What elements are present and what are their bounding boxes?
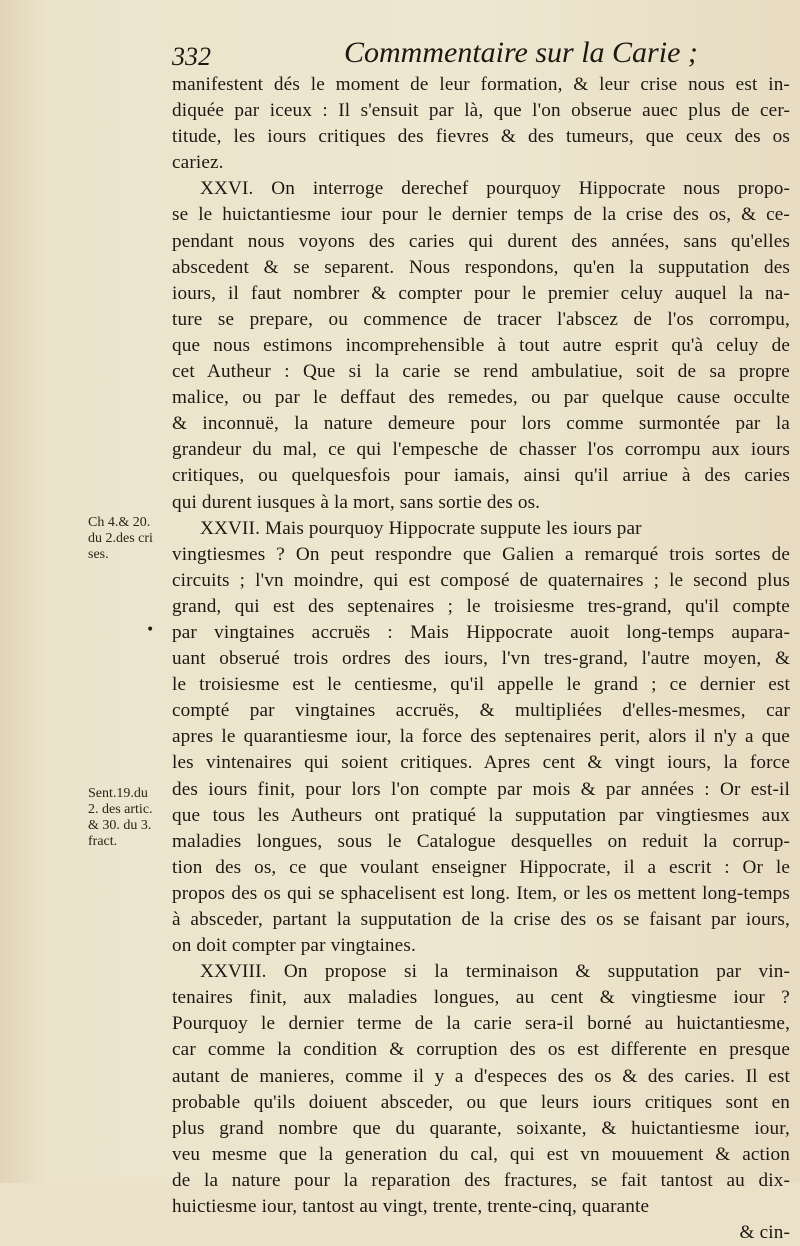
text-line: & inconnuë, la nature demeure pour lors comme surmontée par la bbox=[172, 413, 790, 435]
text-line: apres le quarantiesme iour, la force des septenaires perit, alors il n'y a que bbox=[172, 726, 790, 748]
page-number: 332 bbox=[172, 42, 211, 71]
main-text-block bbox=[172, 72, 790, 1246]
margin-note-galien bbox=[88, 515, 168, 563]
text-line: que tous les Autheurs ont pratiqué la supputation par vingtiesmes aux bbox=[172, 804, 790, 826]
text-line: se le huictantiesme iour pour le dernier temps de la crise des os, & ce- bbox=[172, 204, 790, 226]
text-line: Pourquoy le dernier terme de la carie sera-il borné au huictantiesme, bbox=[172, 1013, 790, 1035]
margin-note-line: Ch 4.& 20. bbox=[88, 515, 151, 530]
text-line: de la nature pour la reparation des fractures, se fait tantost au dix- bbox=[172, 1169, 790, 1191]
text-line: cet Autheur : Que si la carie se rend ambulatiue, soit de sa propre bbox=[172, 361, 790, 383]
text-line: XXVII. Mais pourquoy Hippocrate suppute les iours par bbox=[200, 517, 642, 539]
text-line: qui durent iusques à la mort, sans sortie des os. bbox=[172, 491, 541, 513]
margin-note-line: Sent.19.du bbox=[88, 786, 148, 801]
text-line: autant de manieres, comme il y a d'especes des os & des caries. Il est bbox=[172, 1065, 790, 1087]
text-line: iours, il faut nombrer & compter pour le premier celuy auquel la na- bbox=[172, 282, 790, 304]
text-line: grandeur du mal, ce qui l'empesche de chasser l'os corrompu aux iours bbox=[172, 439, 790, 461]
text-line: que nous estimons incomprehensible à tout autre esprit qu'à celuy de bbox=[172, 334, 790, 356]
text-line: grand, qui est des septenaires ; le troisiesme tres-grand, qu'il compte bbox=[172, 595, 790, 617]
text-line: XXVI. On interroge derechef pourquoy Hippocrate nous propo- bbox=[200, 178, 790, 200]
text-line: le troisiesme est le centiesme, qu'il appelle le grand ; ce dernier est bbox=[172, 674, 790, 696]
text-line: maladies longues, sous le Catalogue desquelles on reduit la corrup- bbox=[172, 830, 790, 852]
text-line: par vingtaines accruës : Mais Hippocrate auoit long-temps aupara- bbox=[172, 621, 790, 643]
text-line: diquée par iceux : Il s'ensuit par là, que l'on obserue auec plus de cer- bbox=[172, 100, 790, 122]
text-line: car comme la condition & corruption des os est differente en presque bbox=[172, 1039, 790, 1061]
running-title: Commmentaire sur la Carie ; bbox=[344, 36, 698, 69]
text-line: abscedent & se separent. Nous respondons, qu'en la supputation des bbox=[172, 256, 790, 278]
text-line: huictiesme iour, tantost au vingt, trente, trente-cinq, quarante bbox=[172, 1196, 650, 1218]
text-line: à absceder, partant la supputation de la crise des os se faisant par iours, bbox=[172, 909, 790, 930]
text-line: tion des os, ce que voulant enseigner Hippocrate, il a escrit : Or le bbox=[172, 856, 790, 878]
text-line: manifestent dés le moment de leur formation, & leur crise nous est in- bbox=[172, 74, 790, 95]
text-line: cariez. bbox=[172, 152, 224, 174]
text-line: propos des os qui se sphacelisent est long. Item, or les os mettent long-temps bbox=[172, 882, 790, 904]
text-line: tenaires finit, aux maladies longues, au cent & vingtiesme iour ? bbox=[172, 987, 790, 1009]
text-line: des iours finit, pour lors l'on compte par mois & par années : Or est-il bbox=[172, 778, 790, 800]
page-header bbox=[172, 36, 698, 76]
text-line: malice, ou par le deffaut des remedes, ou par quelque cause occulte bbox=[172, 387, 790, 409]
catchword: & cin- bbox=[739, 1222, 790, 1244]
text-line: XXVIII. On propose si la terminaison & supputation par vin- bbox=[200, 961, 790, 983]
margin-note-hippocrate bbox=[88, 786, 168, 850]
text-line: les vintenaires qui soient critiques. Apres cent & vingt iours, la force bbox=[172, 752, 790, 774]
text-line: plus grand nombre que du quarante, soixante, & huictantiesme iour, bbox=[172, 1117, 790, 1139]
text-line: veu mesme que la generation du cal, qui est vn mouuement & action bbox=[172, 1143, 790, 1165]
text-line: titude, les iours critiques des fievres & des tumeurs, que ceux des os bbox=[172, 126, 790, 148]
margin-note-line: 2. des artic. bbox=[88, 802, 153, 817]
margin-note-line: du 2.des cri bbox=[88, 531, 153, 546]
text-line: critiques, ou quelquesfois pour iamais, ainsi qu'il arriue à des caries bbox=[172, 465, 790, 487]
text-line: compté par vingtaines accruës, & multipliées d'elles-mesmes, car bbox=[172, 700, 790, 722]
asterisk-mark-icon: • bbox=[146, 622, 155, 638]
text-line: on doit compter par vingtaines. bbox=[172, 935, 416, 957]
text-line: pendant nous voyons des caries qui durent des années, sans qu'elles bbox=[172, 230, 790, 252]
margin-note-line: & 30. du 3. bbox=[88, 818, 152, 833]
text-line: uant obserué trois ordres des iours, l'vn tres-grand, l'autre moyen, & bbox=[172, 648, 790, 670]
text-line: vingtiesmes ? On peut respondre que Galien a remarqué trois sortes de bbox=[172, 543, 790, 565]
margin-note-line: ses. bbox=[88, 547, 109, 562]
text-line: circuits ; l'vn moindre, qui est composé de quaternaires ; le second plus bbox=[172, 569, 790, 591]
text-line: probable qu'ils doiuent absceder, ou que leurs iours critiques sont en bbox=[172, 1091, 790, 1113]
text-line: ture se prepare, ou commence de tracer l'abscez de l'os corrompu, bbox=[172, 308, 790, 330]
margin-note-line: fract. bbox=[88, 834, 118, 849]
